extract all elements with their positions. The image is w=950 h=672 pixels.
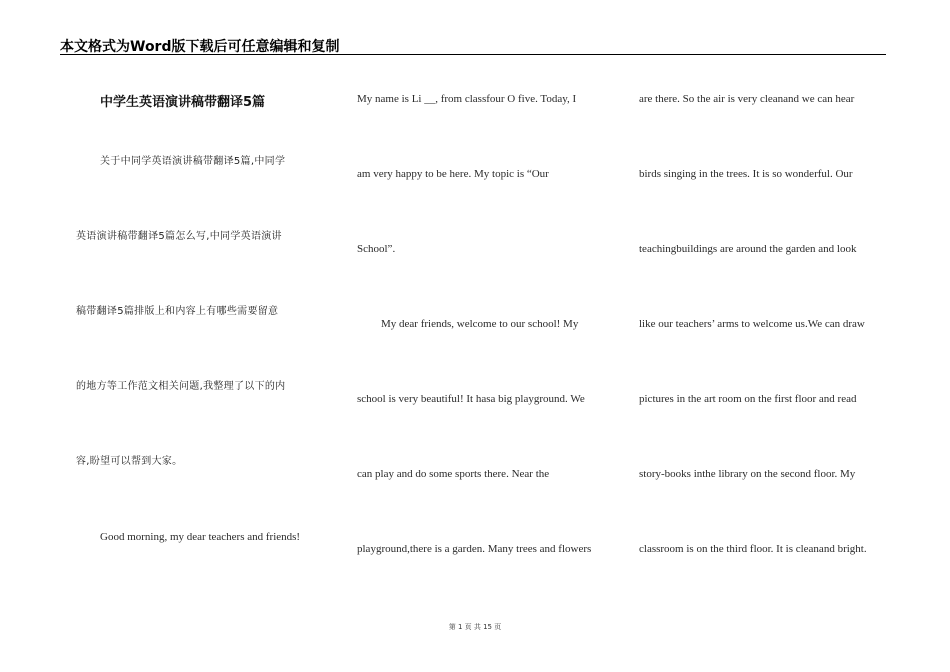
paragraph-line: 的地方等工作范文相关问题,我整理了以下的内 bbox=[76, 381, 286, 392]
paragraph-line: 关于中同学英语演讲稿带翻译5篇,中同学 bbox=[100, 156, 286, 167]
page-number: 第 1 页 共 15 页 bbox=[448, 623, 502, 631]
paragraph-line: can play and do some sports there. Near the bbox=[357, 468, 550, 480]
paragraph-line: School”. bbox=[357, 243, 396, 255]
header-title: 本文格式为Word版下载后可任意编辑和复制 bbox=[60, 39, 340, 55]
paragraph-line: playground,there is a garden. Many trees and flowers bbox=[357, 543, 592, 555]
paragraph-line: My dear friends, welcome to our school! My bbox=[381, 318, 579, 330]
paragraph-line: Good morning, my dear teachers and friends! bbox=[100, 531, 301, 543]
paragraph-line: story-books inthe library on the second floor. My bbox=[639, 468, 856, 480]
paragraph-line: classroom is on the third floor. It is cleanand bright. bbox=[639, 543, 867, 555]
document-title: 中学生英语演讲稿带翻译5篇 bbox=[100, 95, 266, 110]
paragraph-line: 容,盼望可以帮到大家。 bbox=[76, 456, 183, 467]
paragraph-line: 稿带翻译5篇排版上和内容上有哪些需要留意 bbox=[76, 306, 279, 317]
paragraph-line: birds singing in the trees. It is so wonderful. Our bbox=[639, 168, 853, 180]
paragraph-line: My name is Li __, from classfour O five. Today, I bbox=[357, 93, 577, 105]
paragraph-line: am very happy to be here. My topic is “Our bbox=[357, 168, 549, 180]
paragraph-line: are there. So the air is very cleanand we can hear bbox=[639, 93, 855, 105]
text-column-3 bbox=[639, 0, 899, 600]
paragraph-line: pictures in the art room on the first floor and read bbox=[639, 393, 857, 405]
paragraph-line: 英语演讲稿带翻译5篇怎么写,中同学英语演讲 bbox=[76, 231, 282, 242]
text-column-1 bbox=[76, 0, 321, 600]
paragraph-line: teachingbuildings are around the garden and look bbox=[639, 243, 857, 255]
paragraph-line: like our teachers’ arms to welcome us.We can draw bbox=[639, 318, 865, 330]
text-column-2 bbox=[357, 0, 612, 600]
paragraph-line: school is very beautiful! It hasa big playground. We bbox=[357, 393, 585, 405]
